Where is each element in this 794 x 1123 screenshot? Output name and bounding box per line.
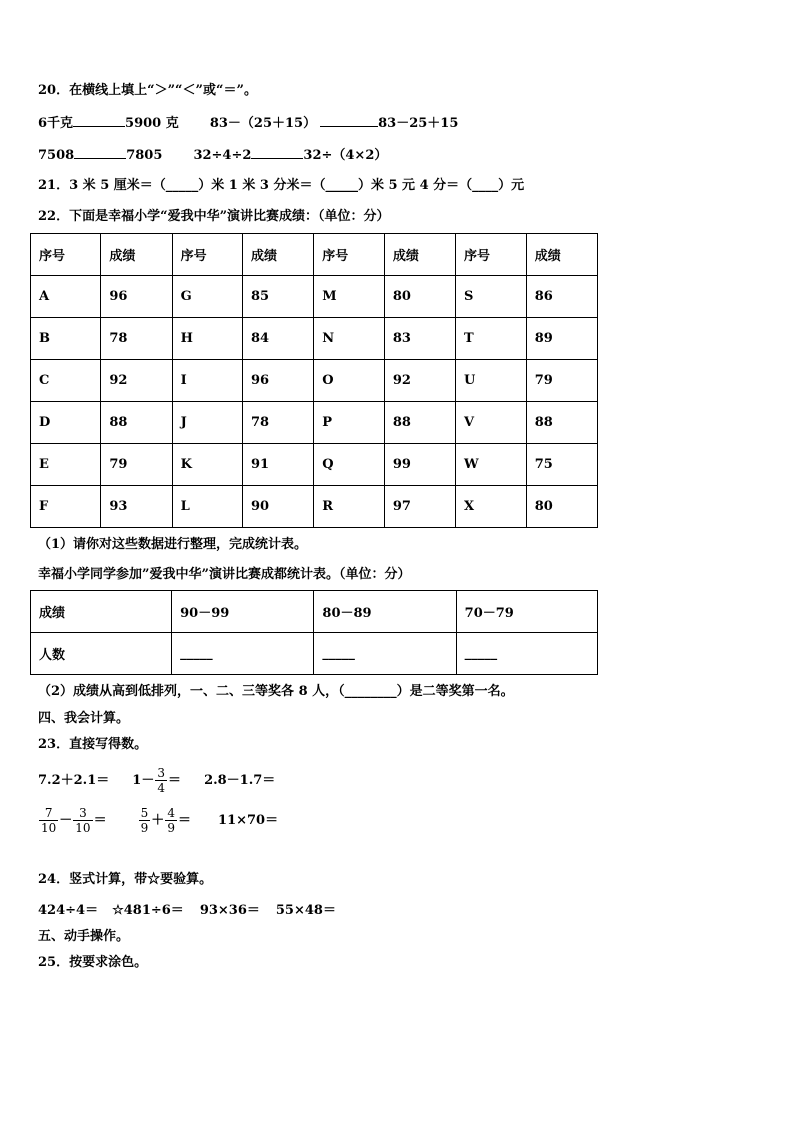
q25-title: 25．按要求涂色。	[38, 955, 148, 970]
table-cell: 99	[384, 444, 455, 486]
table-cell: W	[456, 444, 527, 486]
q22-sub2: （2）成绩从高到低排列，一、二、三等奖各 8 人，（________）是二等奖第一名。	[38, 684, 514, 699]
fraction: $\frac{3}{10}$	[75, 806, 91, 835]
table-cell: 88	[384, 402, 455, 444]
answer-blank[interactable]	[73, 114, 125, 127]
stat-blank-cell[interactable]	[172, 633, 314, 675]
table-cell: L	[172, 486, 242, 528]
table-row	[31, 360, 598, 402]
expr: 11×70＝	[218, 813, 279, 828]
table-header-cell: 序号	[314, 234, 385, 276]
table-cell: 90	[243, 486, 314, 528]
stat-cell: 成绩	[31, 591, 172, 633]
table-cell: 79	[101, 444, 172, 486]
table-cell: V	[456, 402, 527, 444]
expr: 2.8－1.7＝	[204, 773, 276, 788]
table-cell: P	[314, 402, 385, 444]
stat-blank-cell[interactable]	[456, 633, 597, 675]
q20-row1	[38, 114, 458, 133]
table-cell: 78	[101, 318, 172, 360]
stat-row-count	[31, 633, 598, 675]
expr: ☆481÷6＝	[112, 903, 184, 918]
table-header-row	[31, 234, 598, 276]
q24-items	[38, 902, 336, 920]
q22-sub1: （1）请你对这些数据进行整理，完成统计表。	[38, 537, 308, 552]
q20-r2b-left: 32÷4÷2	[193, 148, 252, 163]
table-cell: S	[456, 276, 527, 318]
score-table	[30, 233, 598, 528]
answer-blank[interactable]	[320, 114, 378, 127]
table-cell: R	[314, 486, 385, 528]
table-cell: 88	[526, 402, 597, 444]
expr: 7.2＋2.1＝	[38, 773, 110, 788]
q24-title: 24．竖式计算，带☆要验算。	[38, 872, 213, 887]
fraction: $\frac{7}{10}$	[41, 806, 57, 835]
stat-cell: 70－79	[456, 591, 597, 633]
table-row	[31, 318, 598, 360]
table-row	[31, 444, 598, 486]
q23-title: 23．直接写得数。	[38, 737, 148, 752]
stat-cell: 80－89	[314, 591, 456, 633]
q23-row1: 7.2＋2.1＝ 1－ $\frac{3}{4}$ ＝ 2.8－1.7＝	[38, 766, 276, 795]
table-cell: 84	[243, 318, 314, 360]
fraction: $\frac{5}{9}$	[140, 806, 149, 835]
table-cell: E	[31, 444, 101, 486]
q23-row2: $\frac{7}{10}$ － $\frac{3}{10}$ ＝ $\frac{5}{9}$ ＋ $\frac{4}{9}$ ＝ 11×70＝	[41, 806, 279, 835]
stat-cell: 90－99	[172, 591, 314, 633]
q21-text: 21．3 米 5 厘米＝（_____）米 1 米 3 分米＝（_____）米 5 元 4 分＝（____）元	[38, 178, 525, 193]
table-cell: D	[31, 402, 101, 444]
table-cell: O	[314, 360, 385, 402]
table-cell: 79	[526, 360, 597, 402]
q20-r1a-right: 5900 克	[125, 116, 179, 131]
stat-blank-cell[interactable]	[314, 633, 456, 675]
answer-blank[interactable]: _____	[322, 646, 355, 661]
q20-r2b-right: 32÷（4×2）	[303, 148, 388, 163]
section-5-title: 五、动手操作。	[38, 929, 130, 944]
table-cell: K	[172, 444, 242, 486]
table-cell: 83	[384, 318, 455, 360]
table-header-cell: 序号	[31, 234, 101, 276]
q20-title: 20．在横线上填上“＞”“＜”或“＝”。	[38, 83, 257, 98]
stat-table-title: 幸福小学同学参加”爱我中华”演讲比赛成都统计表。（单位：分）	[38, 567, 411, 582]
table-cell: 93	[101, 486, 172, 528]
table-header-cell: 序号	[172, 234, 242, 276]
stat-table	[30, 590, 598, 675]
table-header-cell: 成绩	[384, 234, 455, 276]
table-cell: 78	[243, 402, 314, 444]
table-cell: F	[31, 486, 101, 528]
table-cell: 80	[526, 486, 597, 528]
table-cell: T	[456, 318, 527, 360]
table-cell: 91	[243, 444, 314, 486]
table-row	[31, 486, 598, 528]
table-cell: Q	[314, 444, 385, 486]
table-cell: X	[456, 486, 527, 528]
table-cell: I	[172, 360, 242, 402]
table-cell: 96	[243, 360, 314, 402]
table-cell: 89	[526, 318, 597, 360]
fraction: $\frac{4}{9}$	[167, 806, 175, 835]
table-cell: H	[172, 318, 242, 360]
stat-cell: 人数	[31, 633, 172, 675]
section-4-title: 四、我会计算。	[38, 711, 130, 726]
q22-title: 22．下面是幸福小学“爱我中华”演讲比赛成绩：（单位：分）	[38, 209, 390, 224]
answer-blank[interactable]	[74, 146, 126, 159]
table-row	[31, 402, 598, 444]
table-cell: N	[314, 318, 385, 360]
table-header-cell: 序号	[456, 234, 527, 276]
table-cell: 96	[101, 276, 172, 318]
q20-r1b-left: 83－（25＋15）	[209, 116, 317, 131]
expr: 55×48＝	[275, 903, 336, 918]
table-cell: 80	[384, 276, 455, 318]
expr: 424÷4＝	[38, 903, 99, 918]
fraction: $\frac{3}{4}$	[157, 766, 165, 795]
stat-row-score	[31, 591, 598, 633]
table-cell: 88	[101, 402, 172, 444]
expr: 1－	[132, 773, 155, 788]
table-header-cell: 成绩	[526, 234, 597, 276]
table-header-cell: 成绩	[243, 234, 314, 276]
table-row	[31, 276, 598, 318]
q20-r1b-right: 83－25＋15	[378, 116, 459, 131]
table-cell: 75	[526, 444, 597, 486]
answer-blank[interactable]: _____	[464, 646, 498, 661]
q20-row2	[38, 146, 387, 165]
table-cell: 92	[101, 360, 172, 402]
table-header-cell: 成绩	[101, 234, 172, 276]
table-cell: J	[172, 402, 242, 444]
table-cell: 86	[526, 276, 597, 318]
table-cell: 85	[243, 276, 314, 318]
q20-r2a-left: 7508	[38, 148, 75, 163]
table-cell: G	[172, 276, 242, 318]
table-cell: C	[31, 360, 101, 402]
answer-blank[interactable]	[251, 146, 303, 159]
table-cell: M	[314, 276, 385, 318]
table-cell: 92	[384, 360, 455, 402]
table-cell: B	[31, 318, 101, 360]
answer-blank[interactable]: _____	[180, 646, 213, 661]
table-cell: A	[31, 276, 101, 318]
table-cell: 97	[384, 486, 455, 528]
expr: 93×36＝	[199, 903, 260, 918]
table-cell: U	[456, 360, 527, 402]
q20-r1a-left: 6千克	[38, 116, 74, 131]
q20-r2a-right: 7805	[126, 148, 163, 163]
